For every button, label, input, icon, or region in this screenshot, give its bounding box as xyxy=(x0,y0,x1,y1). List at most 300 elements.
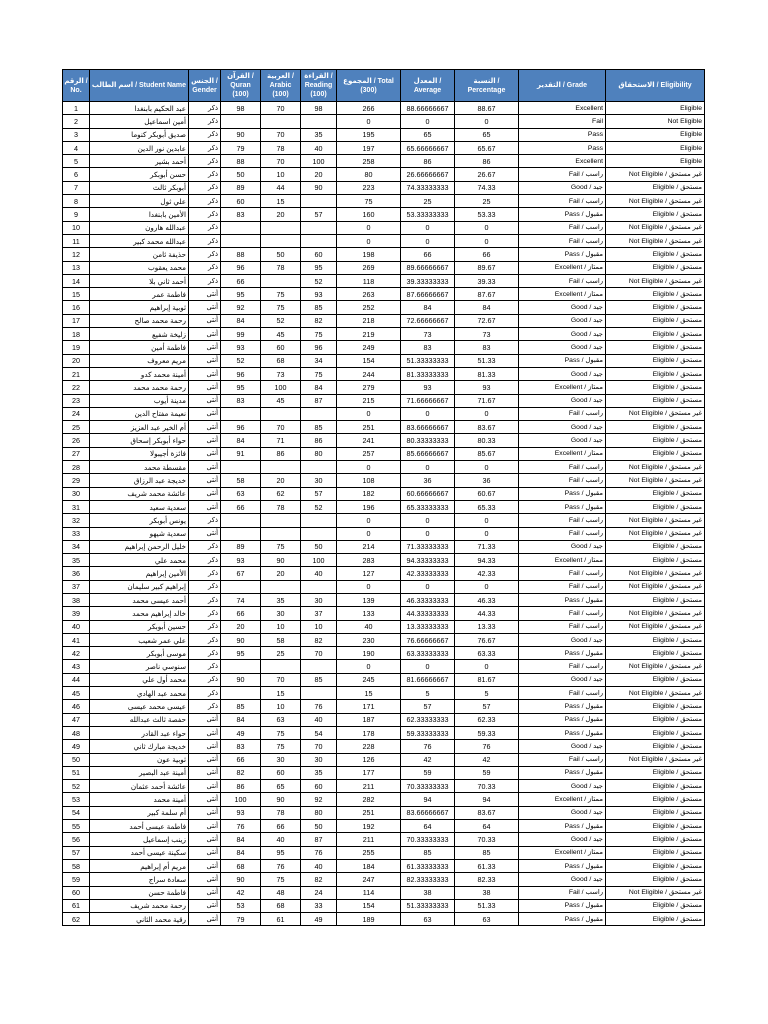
cell-arabic: 30 xyxy=(261,753,301,766)
cell-reading: 37 xyxy=(301,607,337,620)
cell-reading: 49 xyxy=(301,913,337,926)
cell-arabic: 60 xyxy=(261,341,301,354)
cell-gender: أنثى xyxy=(189,474,221,487)
cell-gender: ذكر xyxy=(189,168,221,181)
cell-total: 283 xyxy=(337,554,401,567)
cell-quran: 68 xyxy=(221,859,261,872)
table-row xyxy=(63,846,705,859)
table-row xyxy=(63,713,705,726)
cell-total: 245 xyxy=(337,673,401,686)
cell-arabic xyxy=(261,234,301,247)
cell-name: أمينة عبد البصير xyxy=(90,766,189,779)
cell-name: فاطمة أمين xyxy=(90,341,189,354)
cell-total: 190 xyxy=(337,647,401,660)
cell-percentage: 89.67 xyxy=(455,261,519,274)
cell-name: زينب إسماعيل xyxy=(90,833,189,846)
cell-no: 15 xyxy=(63,288,90,301)
cell-average: 82.33333333 xyxy=(401,873,455,886)
cell-name: فاطمة عيسى أحمد xyxy=(90,820,189,833)
cell-arabic: 75 xyxy=(261,740,301,753)
cell-arabic: 30 xyxy=(261,607,301,620)
cell-name: رحمة محمد شريف xyxy=(90,899,189,912)
cell-quran: 52 xyxy=(221,354,261,367)
cell-percentage: 83.67 xyxy=(455,806,519,819)
cell-quran: 91 xyxy=(221,447,261,460)
cell-no: 8 xyxy=(63,195,90,208)
cell-grade: Good / جيد xyxy=(519,873,606,886)
cell-grade: Pass / مقبول xyxy=(519,354,606,367)
header-reading: القراءة / Reading (100) xyxy=(301,70,337,102)
cell-gender: أنثى xyxy=(189,434,221,447)
cell-percentage: 82.33 xyxy=(455,873,519,886)
cell-reading: 35 xyxy=(301,766,337,779)
cell-arabic: 62 xyxy=(261,487,301,500)
table-row xyxy=(63,155,705,168)
cell-arabic: 66 xyxy=(261,820,301,833)
cell-eligibility: Not Eligible / غير مستحق xyxy=(606,607,705,620)
cell-percentage: 62.33 xyxy=(455,713,519,726)
cell-reading: 70 xyxy=(301,740,337,753)
cell-name: خليل الرحمن إبراهيم xyxy=(90,540,189,553)
cell-arabic xyxy=(261,580,301,593)
cell-no: 23 xyxy=(63,394,90,407)
cell-no: 62 xyxy=(63,913,90,926)
table-row xyxy=(63,620,705,633)
cell-quran: 84 xyxy=(221,833,261,846)
cell-average: 61.33333333 xyxy=(401,859,455,872)
cell-total: 198 xyxy=(337,248,401,261)
cell-average: 83 xyxy=(401,341,455,354)
cell-quran: 42 xyxy=(221,886,261,899)
cell-arabic: 58 xyxy=(261,633,301,646)
cell-name: ثوبية إبراهيم xyxy=(90,301,189,314)
cell-quran xyxy=(221,115,261,128)
header-average: المعدل / Average xyxy=(401,70,455,102)
cell-name: حواء أبوبكر إسحاق xyxy=(90,434,189,447)
cell-total: 0 xyxy=(337,407,401,420)
cell-grade: Good / جيد xyxy=(519,633,606,646)
cell-name: صديق أبوبكر كنوما xyxy=(90,128,189,141)
cell-grade: Good / جيد xyxy=(519,301,606,314)
cell-total: 223 xyxy=(337,181,401,194)
cell-arabic: 15 xyxy=(261,195,301,208)
cell-no: 24 xyxy=(63,407,90,420)
cell-quran: 84 xyxy=(221,713,261,726)
cell-no: 7 xyxy=(63,181,90,194)
cell-gender: ذكر xyxy=(189,261,221,274)
cell-quran: 90 xyxy=(221,673,261,686)
cell-percentage: 25 xyxy=(455,195,519,208)
cell-name: حواء عبد القادر xyxy=(90,726,189,739)
student-results-table xyxy=(62,69,705,926)
cell-average: 93 xyxy=(401,381,455,394)
cell-average: 76 xyxy=(401,740,455,753)
cell-reading: 52 xyxy=(301,500,337,513)
cell-arabic: 10 xyxy=(261,620,301,633)
cell-quran: 66 xyxy=(221,753,261,766)
cell-grade: Fail / راسب xyxy=(519,660,606,673)
cell-arabic: 90 xyxy=(261,554,301,567)
cell-average: 71.33333333 xyxy=(401,540,455,553)
cell-grade: Pass / مقبول xyxy=(519,700,606,713)
cell-grade: Pass / مقبول xyxy=(519,913,606,926)
cell-average: 70.33333333 xyxy=(401,780,455,793)
cell-eligibility: Not Eligible xyxy=(606,115,705,128)
cell-gender: أنثى xyxy=(189,793,221,806)
table-row xyxy=(63,700,705,713)
cell-grade: Fail / راسب xyxy=(519,580,606,593)
cell-gender: أنثى xyxy=(189,328,221,341)
cell-eligibility: Eligible / مستحق xyxy=(606,726,705,739)
table-row xyxy=(63,554,705,567)
cell-name: أمين اسماعيل xyxy=(90,115,189,128)
cell-total: 187 xyxy=(337,713,401,726)
cell-name: أبوبكر ثالث xyxy=(90,181,189,194)
cell-percentage: 13.33 xyxy=(455,620,519,633)
cell-quran: 98 xyxy=(221,102,261,115)
cell-quran xyxy=(221,461,261,474)
cell-average: 76.66666667 xyxy=(401,633,455,646)
cell-quran: 84 xyxy=(221,846,261,859)
cell-eligibility: Eligible / مستحق xyxy=(606,700,705,713)
cell-eligibility: Eligible / مستحق xyxy=(606,593,705,606)
cell-name: نعيمة مفتاح الدين xyxy=(90,407,189,420)
table-row xyxy=(63,567,705,580)
cell-quran: 79 xyxy=(221,913,261,926)
cell-no: 49 xyxy=(63,740,90,753)
cell-arabic: 78 xyxy=(261,500,301,513)
cell-average: 86 xyxy=(401,155,455,168)
cell-name: رحمة محمد صالح xyxy=(90,314,189,327)
cell-total: 251 xyxy=(337,421,401,434)
table-row xyxy=(63,806,705,819)
cell-reading: 30 xyxy=(301,753,337,766)
cell-gender: ذكر xyxy=(189,115,221,128)
cell-percentage: 87.67 xyxy=(455,288,519,301)
cell-quran xyxy=(221,527,261,540)
cell-average: 70.33333333 xyxy=(401,833,455,846)
cell-arabic: 50 xyxy=(261,248,301,261)
cell-total: 114 xyxy=(337,886,401,899)
cell-total: 177 xyxy=(337,766,401,779)
cell-arabic: 61 xyxy=(261,913,301,926)
cell-reading: 85 xyxy=(301,421,337,434)
cell-reading: 92 xyxy=(301,793,337,806)
cell-no: 31 xyxy=(63,500,90,513)
cell-gender: أنثى xyxy=(189,713,221,726)
cell-grade: Pass / مقبول xyxy=(519,859,606,872)
cell-percentage: 71.33 xyxy=(455,540,519,553)
cell-average: 0 xyxy=(401,527,455,540)
cell-gender: ذكر xyxy=(189,620,221,633)
cell-gender: ذكر xyxy=(189,540,221,553)
cell-no: 58 xyxy=(63,859,90,872)
cell-grade: Pass / مقبول xyxy=(519,208,606,221)
cell-quran: 88 xyxy=(221,248,261,261)
cell-eligibility: Eligible / مستحق xyxy=(606,820,705,833)
cell-name: سعدية سعيد xyxy=(90,500,189,513)
header-total: المجموع / Total (300) xyxy=(337,70,401,102)
cell-grade: Good / جيد xyxy=(519,328,606,341)
cell-reading: 30 xyxy=(301,474,337,487)
cell-total: 219 xyxy=(337,328,401,341)
cell-name: رقية محمد الثاني xyxy=(90,913,189,926)
cell-reading xyxy=(301,407,337,420)
cell-percentage: 83 xyxy=(455,341,519,354)
cell-average: 0 xyxy=(401,514,455,527)
cell-arabic: 78 xyxy=(261,806,301,819)
cell-average: 42.33333333 xyxy=(401,567,455,580)
cell-gender: أنثى xyxy=(189,859,221,872)
cell-arabic: 86 xyxy=(261,447,301,460)
cell-average: 87.66666667 xyxy=(401,288,455,301)
cell-reading: 76 xyxy=(301,846,337,859)
cell-reading: 57 xyxy=(301,487,337,500)
cell-grade: Fail / راسب xyxy=(519,886,606,899)
cell-eligibility: Not Eligible / غير مستحق xyxy=(606,474,705,487)
cell-total: 230 xyxy=(337,633,401,646)
cell-percentage: 88.67 xyxy=(455,102,519,115)
cell-gender: ذكر xyxy=(189,248,221,261)
cell-grade: Good / جيد xyxy=(519,314,606,327)
cell-reading: 40 xyxy=(301,859,337,872)
cell-gender: ذكر xyxy=(189,673,221,686)
cell-percentage: 72.67 xyxy=(455,314,519,327)
cell-average: 5 xyxy=(401,687,455,700)
table-row xyxy=(63,447,705,460)
cell-gender: أنثى xyxy=(189,341,221,354)
cell-reading: 82 xyxy=(301,633,337,646)
cell-total: 0 xyxy=(337,115,401,128)
cell-grade: Good / جيد xyxy=(519,421,606,434)
cell-total: 257 xyxy=(337,447,401,460)
cell-percentage: 57 xyxy=(455,700,519,713)
cell-gender: ذكر xyxy=(189,128,221,141)
cell-percentage: 39.33 xyxy=(455,274,519,287)
cell-no: 34 xyxy=(63,540,90,553)
cell-no: 32 xyxy=(63,514,90,527)
cell-name: الأمين بابنغدا xyxy=(90,208,189,221)
cell-gender: ذكر xyxy=(189,554,221,567)
cell-grade: Excellent / ممتاز xyxy=(519,288,606,301)
cell-gender: ذكر xyxy=(189,234,221,247)
cell-total: 182 xyxy=(337,487,401,500)
cell-percentage: 70.33 xyxy=(455,780,519,793)
cell-arabic: 90 xyxy=(261,793,301,806)
cell-arabic: 75 xyxy=(261,726,301,739)
table-row xyxy=(63,314,705,327)
cell-gender: ذكر xyxy=(189,208,221,221)
cell-name: إبراهيم كبير سليمان xyxy=(90,580,189,593)
cell-name: حسين أبوبكر xyxy=(90,620,189,633)
cell-arabic: 78 xyxy=(261,261,301,274)
cell-name: فائزة أجيبولا xyxy=(90,447,189,460)
cell-reading: 80 xyxy=(301,806,337,819)
header-name: اسم الطالب / Student Name xyxy=(90,70,189,102)
cell-average: 0 xyxy=(401,660,455,673)
table-body xyxy=(63,102,705,926)
cell-grade: Fail / راسب xyxy=(519,195,606,208)
cell-reading: 50 xyxy=(301,540,337,553)
cell-reading xyxy=(301,687,337,700)
cell-eligibility: Eligible / مستحق xyxy=(606,181,705,194)
table-row xyxy=(63,407,705,420)
cell-average: 13.33333333 xyxy=(401,620,455,633)
cell-percentage: 36 xyxy=(455,474,519,487)
cell-average: 63 xyxy=(401,913,455,926)
cell-name: زليخة شفيع xyxy=(90,328,189,341)
cell-percentage: 81.33 xyxy=(455,367,519,380)
cell-name: مريم أم إبراهيم xyxy=(90,859,189,872)
cell-name: عائشة أحمد عثمان xyxy=(90,780,189,793)
table-row xyxy=(63,301,705,314)
cell-name: مدينة أيوب xyxy=(90,394,189,407)
cell-percentage: 86 xyxy=(455,155,519,168)
cell-gender: أنثى xyxy=(189,913,221,926)
cell-reading: 75 xyxy=(301,328,337,341)
cell-name: محمد يعقوب xyxy=(90,261,189,274)
cell-arabic: 71 xyxy=(261,434,301,447)
cell-eligibility: Eligible xyxy=(606,155,705,168)
cell-no: 36 xyxy=(63,567,90,580)
cell-no: 25 xyxy=(63,421,90,434)
table-row xyxy=(63,753,705,766)
table-row xyxy=(63,687,705,700)
cell-name: عابدين نور الدين xyxy=(90,141,189,154)
cell-arabic: 75 xyxy=(261,288,301,301)
cell-quran: 90 xyxy=(221,633,261,646)
cell-eligibility: Not Eligible / غير مستحق xyxy=(606,660,705,673)
cell-average: 38 xyxy=(401,886,455,899)
cell-total: 192 xyxy=(337,820,401,833)
cell-arabic: 10 xyxy=(261,700,301,713)
cell-quran: 89 xyxy=(221,540,261,553)
cell-name: سنوسي ناصر xyxy=(90,660,189,673)
cell-grade: Fail / راسب xyxy=(519,514,606,527)
cell-grade: Pass / مقبول xyxy=(519,766,606,779)
cell-eligibility: Not Eligible / غير مستحق xyxy=(606,567,705,580)
cell-percentage: 42.33 xyxy=(455,567,519,580)
table-row xyxy=(63,341,705,354)
cell-average: 94 xyxy=(401,793,455,806)
cell-eligibility: Eligible / مستحق xyxy=(606,859,705,872)
cell-name: حفصة ثالث عبدالله xyxy=(90,713,189,726)
table-row xyxy=(63,461,705,474)
cell-quran: 82 xyxy=(221,766,261,779)
cell-no: 20 xyxy=(63,354,90,367)
cell-eligibility: Eligible / مستحق xyxy=(606,487,705,500)
cell-name: علي ثول xyxy=(90,195,189,208)
cell-no: 57 xyxy=(63,846,90,859)
cell-grade: Pass / مقبول xyxy=(519,726,606,739)
cell-reading xyxy=(301,527,337,540)
cell-gender: أنثى xyxy=(189,726,221,739)
cell-arabic: 95 xyxy=(261,846,301,859)
cell-gender: ذكر xyxy=(189,700,221,713)
table-row xyxy=(63,487,705,500)
cell-percentage: 81.67 xyxy=(455,673,519,686)
cell-eligibility: Eligible / مستحق xyxy=(606,913,705,926)
table-row xyxy=(63,740,705,753)
cell-gender: ذكر xyxy=(189,195,221,208)
cell-total: 139 xyxy=(337,593,401,606)
cell-total: 241 xyxy=(337,434,401,447)
cell-average: 65.66666667 xyxy=(401,141,455,154)
cell-quran xyxy=(221,234,261,247)
cell-no: 21 xyxy=(63,367,90,380)
cell-gender: أنثى xyxy=(189,886,221,899)
cell-no: 5 xyxy=(63,155,90,168)
table-row xyxy=(63,168,705,181)
cell-reading: 60 xyxy=(301,248,337,261)
cell-quran: 83 xyxy=(221,394,261,407)
cell-eligibility: Not Eligible / غير مستحق xyxy=(606,274,705,287)
cell-no: 47 xyxy=(63,713,90,726)
cell-total: 196 xyxy=(337,500,401,513)
cell-eligibility: Eligible / مستحق xyxy=(606,766,705,779)
table-row xyxy=(63,886,705,899)
cell-name: فاطمة عمر xyxy=(90,288,189,301)
cell-total: 133 xyxy=(337,607,401,620)
table-row xyxy=(63,328,705,341)
cell-reading: 84 xyxy=(301,381,337,394)
cell-gender: أنثى xyxy=(189,354,221,367)
cell-name: ثوبية عون xyxy=(90,753,189,766)
cell-eligibility: Eligible / مستحق xyxy=(606,633,705,646)
cell-quran xyxy=(221,580,261,593)
cell-arabic: 70 xyxy=(261,128,301,141)
cell-grade: Pass / مقبول xyxy=(519,248,606,261)
cell-reading: 40 xyxy=(301,713,337,726)
cell-gender: ذكر xyxy=(189,155,221,168)
cell-grade: Excellent / ممتاز xyxy=(519,846,606,859)
cell-quran xyxy=(221,687,261,700)
cell-percentage: 53.33 xyxy=(455,208,519,221)
cell-gender: أنثى xyxy=(189,899,221,912)
cell-grade: Fail / راسب xyxy=(519,620,606,633)
cell-gender: ذكر xyxy=(189,567,221,580)
table-row xyxy=(63,102,705,115)
cell-average: 0 xyxy=(401,221,455,234)
cell-gender: أنثى xyxy=(189,780,221,793)
cell-grade: Fail / راسب xyxy=(519,567,606,580)
cell-quran: 93 xyxy=(221,341,261,354)
cell-no: 2 xyxy=(63,115,90,128)
cell-name: الأمين إبراهيم xyxy=(90,567,189,580)
cell-average: 60.66666667 xyxy=(401,487,455,500)
cell-quran: 84 xyxy=(221,314,261,327)
cell-percentage: 71.67 xyxy=(455,394,519,407)
cell-gender: ذكر xyxy=(189,580,221,593)
cell-grade: Good / جيد xyxy=(519,181,606,194)
cell-eligibility: Eligible / مستحق xyxy=(606,500,705,513)
cell-eligibility: Not Eligible / غير مستحق xyxy=(606,580,705,593)
cell-reading xyxy=(301,660,337,673)
table-row xyxy=(63,540,705,553)
cell-gender: أنثى xyxy=(189,301,221,314)
cell-total: 171 xyxy=(337,700,401,713)
cell-eligibility: Eligible / مستحق xyxy=(606,208,705,221)
cell-percentage: 44.33 xyxy=(455,607,519,620)
cell-arabic: 100 xyxy=(261,381,301,394)
cell-name: حذيفة ثامن xyxy=(90,248,189,261)
cell-eligibility: Eligible / مستحق xyxy=(606,341,705,354)
cell-gender: أنثى xyxy=(189,447,221,460)
cell-percentage: 84 xyxy=(455,301,519,314)
cell-average: 72.66666667 xyxy=(401,314,455,327)
cell-gender: ذكر xyxy=(189,102,221,115)
cell-quran: 90 xyxy=(221,873,261,886)
